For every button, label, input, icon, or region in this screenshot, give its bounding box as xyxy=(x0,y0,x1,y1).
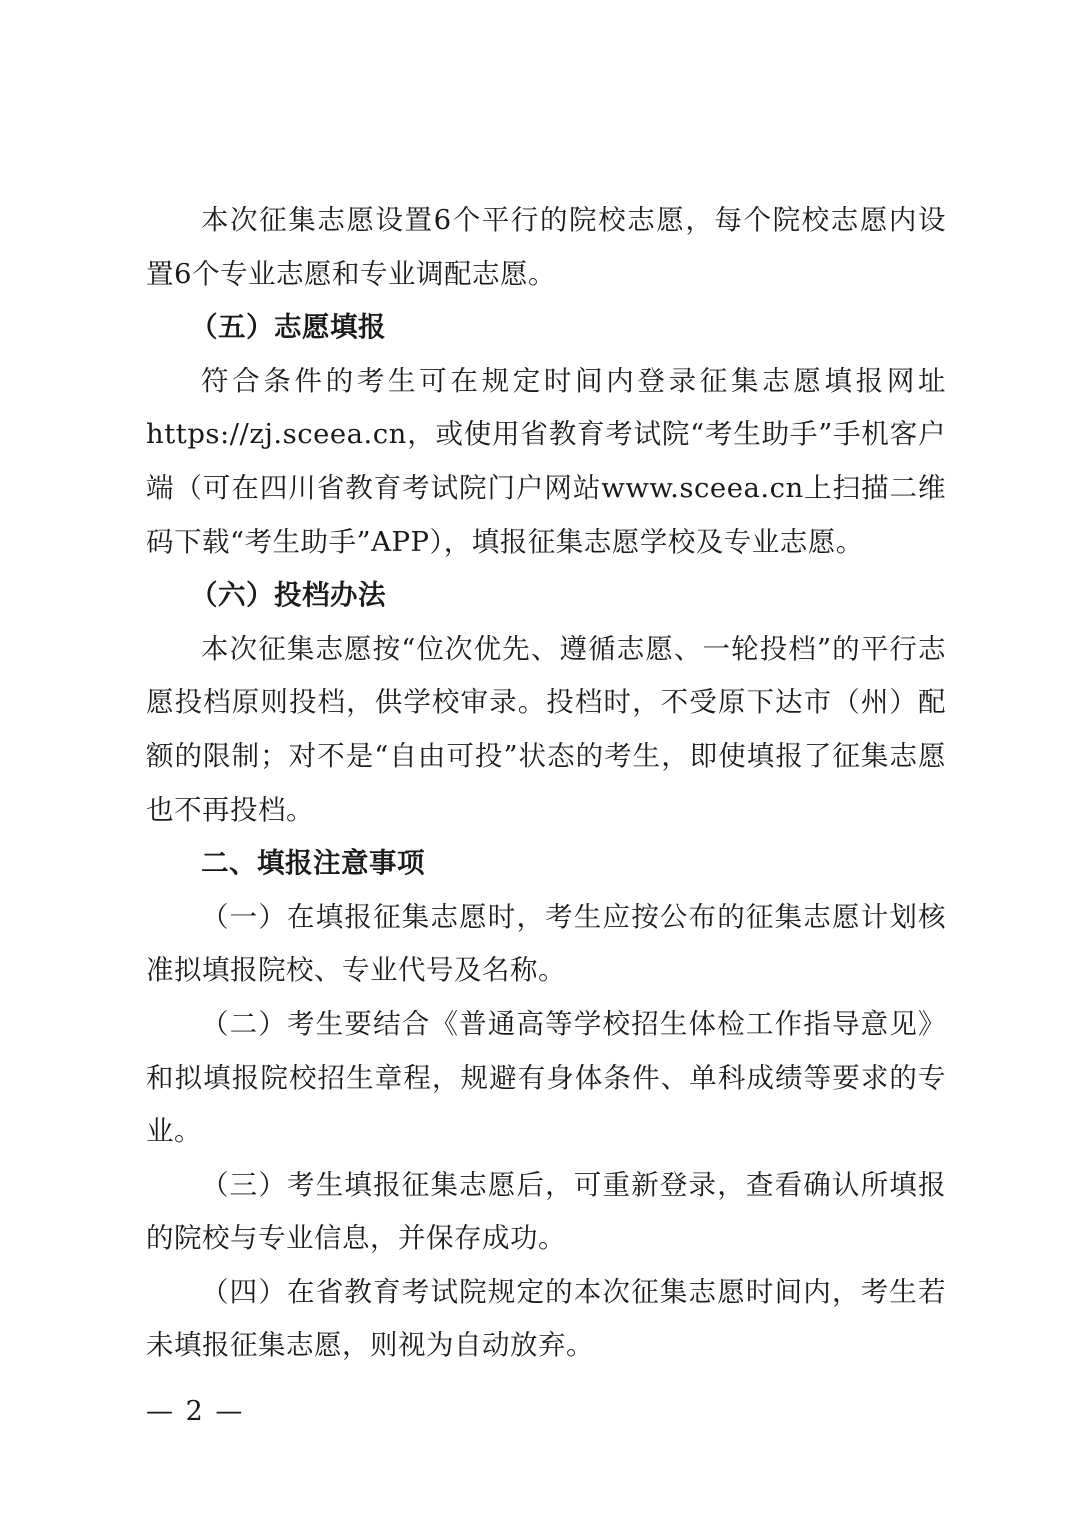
paragraph-note-4: （四）在省教育考试院规定的本次征集志愿时间内，考生若未填报征集志愿，则视为自动放弃。 xyxy=(146,1275,946,1362)
paragraph-note-1: （一）在填报征集志愿时，考生应按公布的征集志愿计划核准拟填报院校、专业代号及名称。 xyxy=(146,900,946,987)
document-body xyxy=(146,194,946,1373)
subheading-admission-method: （六）投档办法 xyxy=(190,579,386,612)
heading-filling-notes: 二、填报注意事项 xyxy=(201,847,425,880)
subheading-volunteer-filling: （五）志愿填报 xyxy=(190,311,386,344)
paragraph-note-2: （二）考生要结合《普通高等学校招生体检工作指导意见》和拟填报院校招生章程，规避有身体条件、单科成绩等要求的专业。 xyxy=(146,1007,946,1148)
page-number: — 2 — xyxy=(146,1396,245,1427)
paragraph-filling-website: 符合条件的考生可在规定时间内登录征集志愿填报网址https://zj.sceea.cn，或使用省教育考试院“考生助手”手机客户端（可在四川省教育考试院门户网站www.sceea.cn上扫描二维码下载“考生助手”APP），填报征集志愿学校及专业志愿。 xyxy=(146,364,946,558)
paragraph-admission-principle: 本次征集志愿按“位次优先、遵循志愿、一轮投档”的平行志愿投档原则投档，供学校审录。投档时，不受原下达市（州）配额的限制；对不是“自由可投”状态的考生，即使填报了征集志愿也不再投档。 xyxy=(146,632,946,826)
paragraph-parallel-choices: 本次征集志愿设置6个平行的院校志愿，每个院校志愿内设置6个专业志愿和专业调配志愿。 xyxy=(146,204,946,290)
paragraph-note-3: （三）考生填报征集志愿后，可重新登录，查看确认所填报的院校与专业信息，并保存成功。 xyxy=(146,1168,946,1255)
